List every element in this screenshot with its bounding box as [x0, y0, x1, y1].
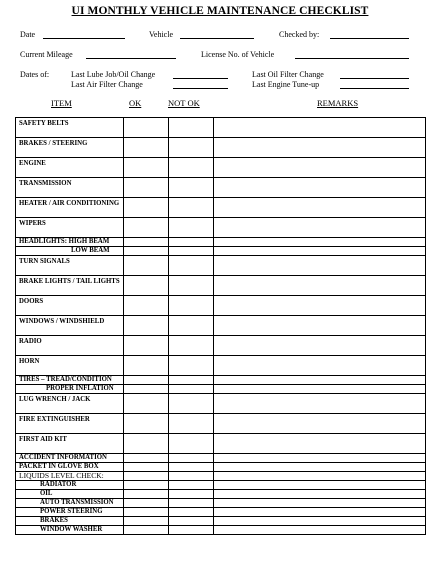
ok-cell[interactable] — [124, 118, 169, 138]
ok-cell[interactable] — [124, 198, 169, 218]
not-ok-cell[interactable] — [169, 138, 214, 158]
column-header-not-ok: NOT OK — [168, 98, 200, 108]
column-header-item: ITEM — [51, 98, 72, 108]
ok-cell[interactable] — [124, 517, 169, 526]
remarks-cell[interactable] — [214, 517, 426, 526]
last-air-filter-field[interactable] — [173, 88, 228, 89]
remarks-cell[interactable] — [214, 472, 426, 481]
table-row — [16, 508, 426, 517]
ok-cell[interactable] — [124, 499, 169, 508]
ok-cell[interactable] — [124, 385, 169, 394]
license-label: License No. of Vehicle — [201, 50, 275, 59]
not-ok-cell[interactable] — [169, 508, 214, 517]
item-label: DOORS — [16, 296, 124, 316]
last-oil-filter-label: Last Oil Filter Change — [252, 70, 324, 79]
date-label: Date — [20, 30, 36, 39]
not-ok-cell[interactable] — [169, 499, 214, 508]
remarks-cell[interactable] — [214, 256, 426, 276]
remarks-cell[interactable] — [214, 490, 426, 499]
last-lube-field[interactable] — [173, 78, 228, 79]
not-ok-cell[interactable] — [169, 178, 214, 198]
ok-cell[interactable] — [124, 472, 169, 481]
remarks-cell[interactable] — [214, 376, 426, 385]
remarks-cell[interactable] — [214, 394, 426, 414]
table-row — [16, 499, 426, 508]
last-tuneup-label: Last Engine Tune-up — [252, 80, 320, 89]
not-ok-cell[interactable] — [169, 517, 214, 526]
item-label: OIL — [16, 490, 124, 499]
item-label: TRANSMISSION — [16, 178, 124, 198]
last-oil-filter-field[interactable] — [340, 78, 409, 79]
remarks-cell[interactable] — [214, 316, 426, 336]
ok-cell[interactable] — [124, 296, 169, 316]
table-row — [16, 376, 426, 385]
remarks-cell[interactable] — [214, 276, 426, 296]
ok-cell[interactable] — [124, 481, 169, 490]
table-row — [16, 356, 426, 376]
item-label: BRAKES — [16, 517, 124, 526]
table-row — [16, 158, 426, 178]
ok-cell[interactable] — [124, 336, 169, 356]
item-label: LIQUIDS LEVEL CHECK: — [16, 472, 124, 481]
ok-cell[interactable] — [124, 178, 169, 198]
ok-cell[interactable] — [124, 434, 169, 454]
table-row — [16, 517, 426, 526]
item-label: BRAKE LIGHTS / TAIL LIGHTS — [16, 276, 124, 296]
ok-cell[interactable] — [124, 376, 169, 385]
item-label: FIRE EXTINGUISHER — [16, 414, 124, 434]
not-ok-cell[interactable] — [169, 376, 214, 385]
ok-cell[interactable] — [124, 356, 169, 376]
remarks-cell[interactable] — [214, 178, 426, 198]
remarks-cell[interactable] — [214, 118, 426, 138]
item-label: RADIO — [16, 336, 124, 356]
ok-cell[interactable] — [124, 158, 169, 178]
not-ok-cell[interactable] — [169, 526, 214, 535]
remarks-cell[interactable] — [214, 454, 426, 463]
item-label: PACKET IN GLOVE BOX — [16, 463, 124, 472]
item-label: WIPERS — [16, 218, 124, 238]
not-ok-cell[interactable] — [169, 454, 214, 463]
not-ok-cell[interactable] — [169, 336, 214, 356]
remarks-cell[interactable] — [214, 356, 426, 376]
mileage-field[interactable] — [86, 58, 176, 59]
table-row — [16, 118, 426, 138]
vehicle-label: Vehicle — [149, 30, 173, 39]
remarks-cell[interactable] — [214, 385, 426, 394]
ok-cell[interactable] — [124, 276, 169, 296]
not-ok-cell[interactable] — [169, 414, 214, 434]
remarks-cell[interactable] — [214, 463, 426, 472]
not-ok-cell[interactable] — [169, 490, 214, 499]
ok-cell[interactable] — [124, 454, 169, 463]
dates-of-label: Dates of: — [20, 70, 50, 79]
table-row — [16, 316, 426, 336]
item-label: TURN SIGNALS — [16, 256, 124, 276]
table-row — [16, 138, 426, 158]
item-label: WINDOWS / WINDSHIELD — [16, 316, 124, 336]
table-row — [16, 472, 426, 481]
item-label: WINDOW WASHER — [16, 526, 124, 535]
not-ok-cell[interactable] — [169, 316, 214, 336]
item-label: ENGINE — [16, 158, 124, 178]
not-ok-cell[interactable] — [169, 198, 214, 218]
remarks-cell[interactable] — [214, 336, 426, 356]
ok-cell[interactable] — [124, 138, 169, 158]
table-row — [16, 454, 426, 463]
ok-cell[interactable] — [124, 256, 169, 276]
item-label: HORN — [16, 356, 124, 376]
item-label: SAFETY BELTS — [16, 118, 124, 138]
not-ok-cell[interactable] — [169, 256, 214, 276]
not-ok-cell[interactable] — [169, 238, 214, 247]
not-ok-cell[interactable] — [169, 276, 214, 296]
checked-by-field[interactable] — [330, 38, 409, 39]
item-label: LOW BEAM — [16, 247, 124, 256]
not-ok-cell[interactable] — [169, 218, 214, 238]
table-row — [16, 414, 426, 434]
remarks-cell[interactable] — [214, 526, 426, 535]
remarks-cell[interactable] — [214, 138, 426, 158]
table-row — [16, 385, 426, 394]
remarks-cell[interactable] — [214, 434, 426, 454]
remarks-cell[interactable] — [214, 218, 426, 238]
mileage-label: Current Mileage — [20, 50, 73, 59]
not-ok-cell[interactable] — [169, 434, 214, 454]
remarks-cell[interactable] — [214, 481, 426, 490]
item-label: BRAKES / STEERING — [16, 138, 124, 158]
table-row — [16, 394, 426, 414]
table-row — [16, 463, 426, 472]
not-ok-cell[interactable] — [169, 247, 214, 256]
item-label: LUG WRENCH / JACK — [16, 394, 124, 414]
ok-cell[interactable] — [124, 394, 169, 414]
ok-cell[interactable] — [124, 490, 169, 499]
page-title: UI MONTHLY VEHICLE MAINTENANCE CHECKLIST — [71, 5, 369, 17]
remarks-cell[interactable] — [214, 499, 426, 508]
not-ok-cell[interactable] — [169, 463, 214, 472]
table-row — [16, 198, 426, 218]
table-row — [16, 296, 426, 316]
ok-cell[interactable] — [124, 218, 169, 238]
table-row — [16, 481, 426, 490]
license-field[interactable] — [295, 58, 409, 59]
remarks-cell[interactable] — [214, 238, 426, 247]
not-ok-cell[interactable] — [169, 158, 214, 178]
not-ok-cell[interactable] — [169, 481, 214, 490]
ok-cell[interactable] — [124, 526, 169, 535]
remarks-cell[interactable] — [214, 247, 426, 256]
table-row — [16, 526, 426, 535]
item-label: HEADLIGHTS: HIGH BEAM — [16, 238, 124, 247]
ok-cell[interactable] — [124, 247, 169, 256]
table-row — [16, 238, 426, 247]
ok-cell[interactable] — [124, 316, 169, 336]
table-row — [16, 218, 426, 238]
not-ok-cell[interactable] — [169, 296, 214, 316]
ok-cell[interactable] — [124, 238, 169, 247]
table-row — [16, 490, 426, 499]
table-row — [16, 434, 426, 454]
remarks-cell[interactable] — [214, 508, 426, 517]
checklist-table — [15, 117, 426, 535]
last-air-filter-label: Last Air Filter Change — [71, 80, 143, 89]
not-ok-cell[interactable] — [169, 385, 214, 394]
item-label: TIRES – TREAD/CONDITION — [16, 376, 124, 385]
ok-cell[interactable] — [124, 463, 169, 472]
checked-by-label: Checked by: — [279, 30, 320, 39]
remarks-cell[interactable] — [214, 158, 426, 178]
not-ok-cell[interactable] — [169, 472, 214, 481]
ok-cell[interactable] — [124, 414, 169, 434]
not-ok-cell[interactable] — [169, 118, 214, 138]
vehicle-field[interactable] — [180, 38, 254, 39]
not-ok-cell[interactable] — [169, 356, 214, 376]
last-lube-label: Last Lube Job/Oil Change — [71, 70, 156, 79]
table-row — [16, 256, 426, 276]
column-header-remarks: REMARKS — [317, 98, 359, 108]
not-ok-cell[interactable] — [169, 394, 214, 414]
remarks-cell[interactable] — [214, 414, 426, 434]
remarks-cell[interactable] — [214, 296, 426, 316]
item-label: FIRST AID KIT — [16, 434, 124, 454]
table-row — [16, 336, 426, 356]
table-row — [16, 178, 426, 198]
last-tuneup-field[interactable] — [340, 88, 409, 89]
item-label: RADIATOR — [16, 481, 124, 490]
remarks-cell[interactable] — [214, 198, 426, 218]
item-label: ACCIDENT INFORMATION — [16, 454, 124, 463]
table-row — [16, 276, 426, 296]
item-label: POWER STEERING — [16, 508, 124, 517]
table-row — [16, 247, 426, 256]
item-label: HEATER / AIR CONDITIONING — [16, 198, 124, 218]
column-header-ok: OK — [129, 98, 142, 108]
item-label: PROPER INFLATION — [16, 385, 124, 394]
item-label: AUTO TRANSMISSION — [16, 499, 124, 508]
date-field[interactable] — [43, 38, 125, 39]
ok-cell[interactable] — [124, 508, 169, 517]
